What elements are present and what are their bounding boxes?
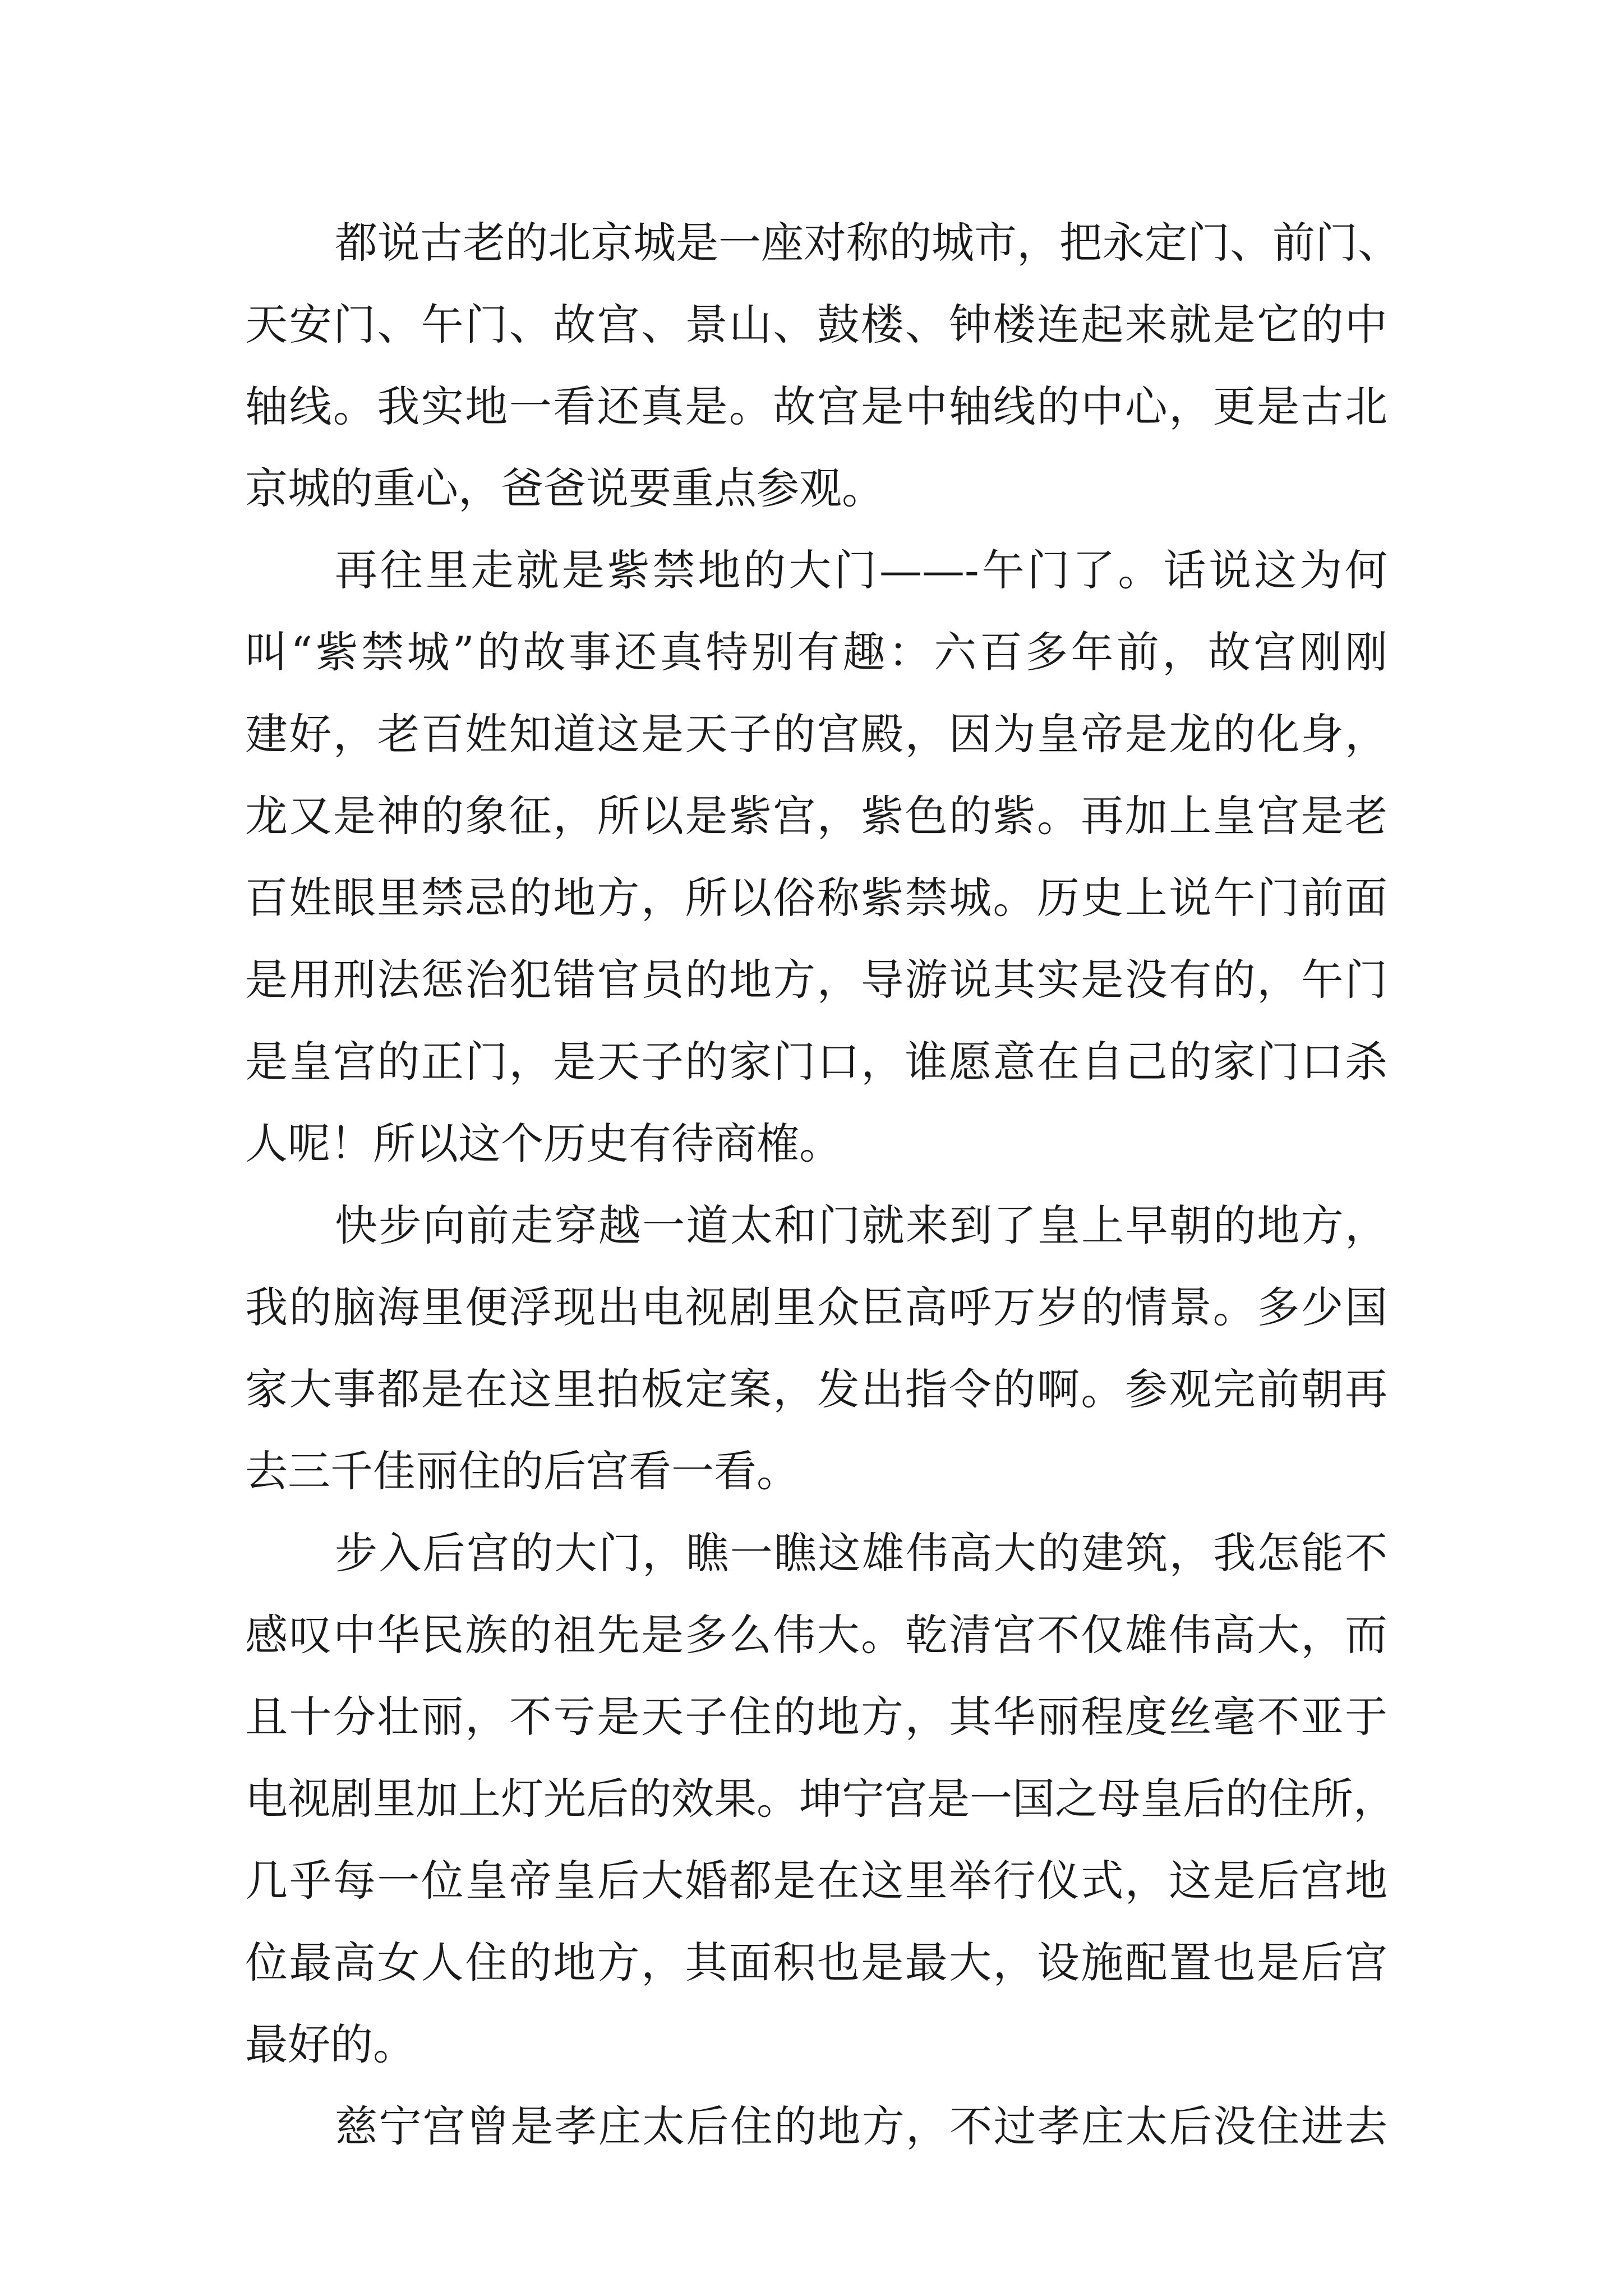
paragraph-4-line-6: 位最高女人住的地方，其面积也是最大，设施配置也是后宫 xyxy=(245,1938,1387,1987)
paragraph-5-line-1: 慈宁宫曾是孝庄太后住的地方，不过孝庄太后没住进去 xyxy=(335,2101,1387,2151)
article-body xyxy=(245,202,1400,2168)
paragraph-3-line-1: 快步向前走穿越一道太和门就来到了皇上早朝的地方， xyxy=(335,1200,1387,1250)
paragraph-4-line-4: 电视剧里加上灯光后的效果。坤宁宫是一国之母皇后的住所， xyxy=(245,1774,1396,1824)
paragraph-2-line-1: 再往里走就是紫禁地的大门——-午门了。话说这为何 xyxy=(335,545,1387,595)
paragraph-2-line-3: 建好，老百姓知道这是天子的宫殿，因为皇帝是龙的化身， xyxy=(245,709,1387,759)
paragraph-2-line-8: 人呢！所以这个历史有待商榷。 xyxy=(245,1119,842,1168)
paragraph-3-line-3: 家大事都是在这里拍板定案，发出指令的啊。参观完前朝再 xyxy=(245,1364,1387,1414)
paragraph-2-line-6: 是用刑法惩治犯错官员的地方，导游说其实是没有的，午门 xyxy=(245,955,1387,1005)
paragraph-1-line-3: 轴线。我实地一看还真是。故宫是中轴线的中心，更是古北 xyxy=(245,381,1387,431)
paragraph-4-line-1: 步入后宫的大门，瞧一瞧这雄伟高大的建筑，我怎能不 xyxy=(335,1528,1387,1578)
paragraph-4-line-3: 且十分壮丽，不亏是天子住的地方，其华丽程度丝毫不亚于 xyxy=(245,1692,1387,1742)
paragraph-4-line-2: 感叹中华民族的祖先是多么伟大。乾清宫不仅雄伟高大，而 xyxy=(245,1610,1387,1660)
paragraph-2-line-7: 是皇宫的正门，是天子的家门口，谁愿意在自己的家门口杀 xyxy=(245,1037,1387,1087)
paragraph-2-line-5: 百姓眼里禁忌的地方，所以俗称紫禁城。历史上说午门前面 xyxy=(245,873,1387,923)
paragraph-3-line-4: 去三千佳丽住的后宫看一看。 xyxy=(245,1446,799,1496)
paragraph-1-line-2: 天安门、午门、故宫、景山、鼓楼、钟楼连起来就是它的中 xyxy=(245,300,1387,349)
paragraph-3-line-2: 我的脑海里便浮现出电视剧里众臣高呼万岁的情景。多少国 xyxy=(245,1282,1387,1332)
paragraph-2-line-4: 龙又是神的象征，所以是紫宫，紫色的紫。再加上皇宫是老 xyxy=(245,791,1387,841)
paragraph-1-line-4: 京城的重心，爸爸说要重点参观。 xyxy=(245,463,884,513)
paragraph-4-line-7: 最好的。 xyxy=(245,2019,416,2069)
paragraph-1-line-1: 都说古老的北京城是一座对称的城市，把永定门、前门、 xyxy=(335,218,1400,268)
paragraph-4-line-5: 几乎每一位皇帝皇后大婚都是在这里举行仪式，这是后宫地 xyxy=(245,1856,1387,1906)
paragraph-2-line-2: 叫“紫禁城”的故事还真特别有趣：六百多年前，故宫刚刚 xyxy=(245,627,1387,677)
